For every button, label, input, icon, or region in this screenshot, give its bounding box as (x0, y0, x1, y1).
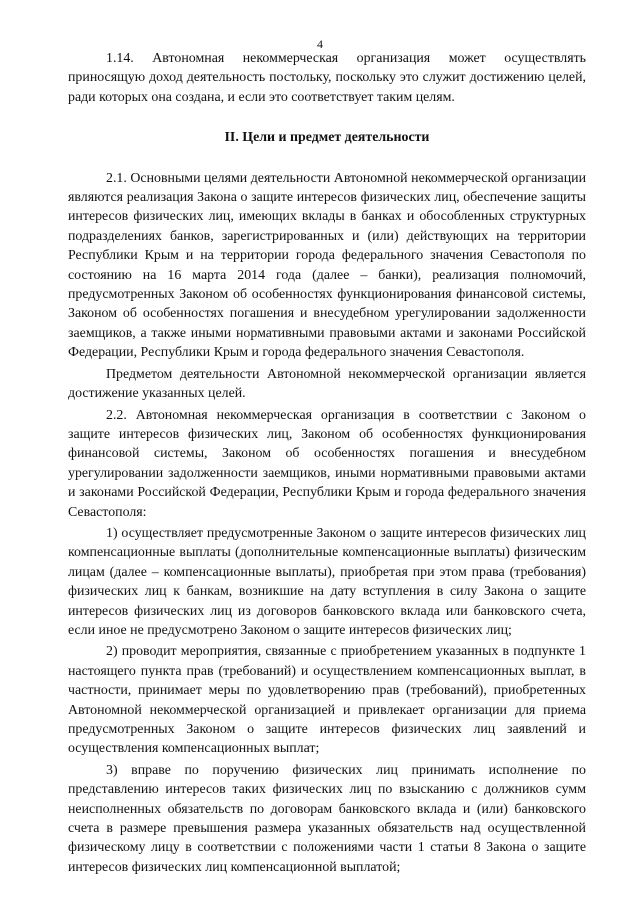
paragraph-subject: Предметом деятельности Автономной некоммерческой организации является достижение указанных целей. (68, 366, 586, 402)
section-title: II. Цели и предмет деятельности (224, 130, 430, 146)
list-item-3: 3) вправе по поручению физических лиц принимать исполнение по представлению интересов таких физических лиц по взысканию с должников сумм неисполненных обязательств по договорам банковского вклада и (или) банковского счета в размере превышения размера указанных обязательств над осуществленной физическому лицу в соответствии с положениями части 1 статьи 8 Закона о защите интересов физических лиц компенсационной выплатой; (68, 762, 586, 875)
document-body (68, 49, 586, 877)
list-item-2: 2) проводит мероприятия, связанные с приобретением указанных в подпункте 1 настоящего пункта прав (требований) и осуществлением компенсационных выплат, в частности, принимает меры по удовлетворению прав (требований), приобретенных Автономной некоммерческой организацией и привлекает организации для приема предусмотренных Законом о защите интересов физических лиц заявлений и осуществления компенсационных выплат; (68, 644, 586, 757)
list-item-1: 1) осуществляет предусмотренные Законом о защите интересов физических лиц компенсационные выплаты (дополнительные компенсационные выплаты) физическим лицам (далее – компенсационные выплаты), приобретая при этом права (требования) физических лиц к банкам, возникшие на дату вступления в силу Закона о защите интересов физических лиц из договоров банковского вклада или банковского счета, если иное не предусмотрено Законом о защите интересов физических лиц; (68, 525, 586, 638)
paragraph-2-2: 2.2. Автономная некоммерческая организация в соответствии с Законом о защите интересов физических лиц, Законом об особенностях функционирования финансовой системы, Законом об особенностях погашения и внесудебном урегулировании задолженности заемщиков, иными нормативными правовыми актами и законами Российской Федерации, Республики Крым и города федерального значения Севастополя: (68, 407, 586, 520)
page-number: 4 (317, 37, 323, 51)
paragraph-1-14: 1.14. Автономная некоммерческая организация может осуществлять приносящую доход деятельность постольку, поскольку это служит достижению целей, ради которых она создана, и если это соответствует таким целям. (68, 51, 586, 105)
paragraph-2-1: 2.1. Основными целями деятельности Автономной некоммерческой организации являются реализация Закона о защите интересов физических лиц, обеспечение защиты интересов физических лиц, имеющих вклады в банках и обособленных структурных подразделениях банков, зарегистрированных и (или) действующих на территории Республики Крым и на территории города федерального значения Севастополя по состоянию на 16 марта 2014 года (далее – банки), реализация полномочий, предусмотренных Законом об особенностях функционирования финансовой системы, Законом об особенностях погашения и внесудебном урегулировании задолженности заемщиков, а также иными нормативными правовыми актами и законами Российской Федерации, Республики Крым и города федерального значения Севастополя. (68, 170, 586, 361)
